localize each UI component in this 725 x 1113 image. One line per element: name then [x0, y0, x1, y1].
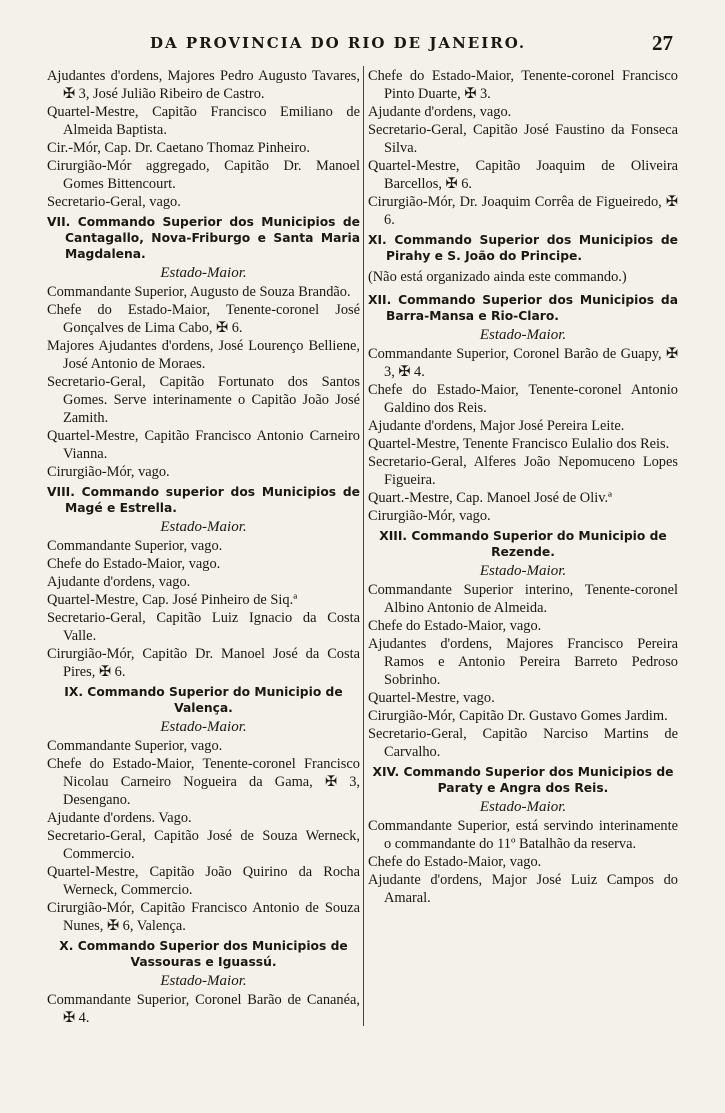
entry: Commandante Superior, Coronel Barão de Guapy, ✠ 3, ✠ 4.: [368, 346, 678, 380]
column-divider: [363, 66, 364, 1026]
section-subtitle: Estado-Maior.: [479, 799, 567, 815]
entry: Ajudante d'ordens, vago.: [47, 574, 191, 590]
entry: Secretario-Geral, Capitão Narciso Martins de Carvalho.: [368, 726, 678, 760]
section-subtitle: Estado-Maior.: [160, 973, 247, 989]
entry: Cirurgião-Mór, Capitão Francisco Antonio de Souza Nunes, ✠ 6, Valença.: [47, 900, 360, 934]
entry: Secretario-Geral, Capitão José de Souza Werneck, Commercio.: [47, 828, 360, 862]
entry: Quartel-Mestre, Tenente Francisco Eulalio dos Reis.: [368, 436, 670, 452]
entry: Quartel-Mestre, Capitão Francisco Antonio Carneiro Vianna.: [47, 428, 360, 462]
entry: Quartel-Mestre, vago.: [368, 690, 495, 706]
entry: Commandante Superior, Augusto de Souza Brandão.: [47, 284, 351, 300]
entry: Commandante Superior, vago.: [47, 538, 223, 554]
entry: Cirurgião-Mór, Capitão Dr. Manoel José da Costa Pires, ✠ 6.: [47, 646, 360, 680]
entry: Cirurgião-Mór, Capitão Dr. Gustavo Gomes Jardim.: [368, 708, 668, 724]
section-heading: VII. Commando Superior dos Municipios de Cantagallo, Nova-Friburgo e Santa Maria Magdalena.: [47, 215, 360, 261]
entry: Commandante Superior, vago.: [47, 738, 223, 754]
entry: Quartel-Mestre, Capitão Francisco Emiliano de Almeida Baptista.: [47, 104, 360, 138]
entry: Chefe do Estado-Maior, Tenente-coronel Antonio Galdino dos Reis.: [368, 382, 678, 416]
section-heading: XIII. Commando Superior do Municipio de Rezende.: [379, 529, 667, 559]
entry: Secretario-Geral, Capitão Luiz Ignacio da Costa Valle.: [47, 610, 360, 644]
entry: Ajudante d'ordens, vago.: [368, 104, 512, 120]
entry: Commandante Superior interino, Tenente-coronel Albino Antonio de Almeida.: [368, 582, 678, 616]
entry: Secretario-Geral, Capitão Fortunato dos Santos Gomes. Serve interinamente o Capitão João José Zamith.: [47, 374, 360, 426]
section-heading: XII. Commando Superior dos Municipios da Barra-Mansa e Rio-Claro.: [368, 293, 678, 323]
page-number: 27: [652, 31, 673, 55]
section-note: (Não está organizado ainda este commando.): [368, 269, 627, 285]
section-heading: IX. Commando Superior do Municipio de Valença.: [64, 685, 343, 715]
section-heading: XI. Commando Superior dos Municipios de Pirahy e S. João do Principe.: [368, 233, 678, 263]
running-header: DA PROVINCIA DO RIO DE JANEIRO.: [150, 34, 527, 52]
entry: Cirurgião-Mór aggregado, Capitão Dr. Manoel Gomes Bittencourt.: [47, 158, 360, 192]
section-subtitle: Estado-Maior.: [160, 265, 247, 281]
entry: Ajudante d'ordens. Vago.: [47, 810, 192, 826]
entry: Secretario-Geral, Capitão José Faustino da Fonseca Silva.: [368, 122, 678, 156]
section-heading: VIII. Commando superior dos Municipios de Magé e Estrella.: [47, 485, 360, 515]
entry: Chefe do Estado-Maior, vago.: [47, 556, 221, 572]
entry: Cirurgião-Mór, vago.: [368, 508, 491, 524]
section-subtitle: Estado-Maior.: [160, 519, 247, 535]
entry: Ajudantes d'ordens, Majores Francisco Pereira Ramos e Antonio Pereira Barreto Pedroso Sobrinho.: [368, 636, 678, 688]
section-heading: X. Commando Superior dos Municipios de Vassouras e Iguassú.: [59, 939, 348, 969]
section-subtitle: Estado-Maior.: [479, 563, 567, 579]
entry: Majores Ajudantes d'ordens, José Lourenço Belliene, José Antonio de Moraes.: [47, 338, 360, 372]
entry: Quartel-Mestre, Capitão Joaquim de Oliveira Barcellos, ✠ 6.: [368, 158, 678, 192]
entry: Commandante Superior, Coronel Barão de Cananéa, ✠ 4.: [47, 992, 360, 1026]
entry: Cirurgião-Mór, vago.: [47, 464, 170, 480]
entry: Quart.-Mestre, Cap. Manoel José de Oliv.ª: [368, 490, 613, 506]
entry: Commandante Superior, está servindo interinamente o commandante do 11º Batalhão da reserva.: [368, 818, 678, 852]
entry: Cir.-Mór, Cap. Dr. Caetano Thomaz Pinheiro.: [47, 140, 310, 156]
right-column: [368, 67, 678, 907]
entry: Secretario-Geral, Alferes João Nepomuceno Lopes Figueira.: [368, 454, 678, 488]
entry: Secretario-Geral, vago.: [47, 194, 181, 210]
entry: Quartel-Mestre, Capitão João Quirino da Rocha Werneck, Commercio.: [47, 864, 360, 898]
entry: Chefe do Estado-Maior, Tenente-coronel Francisco Pinto Duarte, ✠ 3.: [368, 68, 678, 102]
entry: Ajudante d'ordens, Major José Luiz Campos do Amaral.: [368, 872, 678, 906]
entry: Chefe do Estado-Maior, Tenente-coronel José Gonçalves de Lima Cabo, ✠ 6.: [47, 302, 360, 336]
entry: Chefe do Estado-Maior, Tenente-coronel Francisco Nicolau Carneiro Nogueira da Gama, ✠ 3, Desengano.: [47, 756, 360, 808]
entry: Ajudantes d'ordens, Majores Pedro Augusto Tavares, ✠ 3, José Julião Ribeiro de Castro.: [47, 68, 360, 102]
entry: Chefe do Estado-Maior, vago.: [368, 618, 542, 634]
entry: Ajudante d'ordens, Major José Pereira Leite.: [368, 418, 625, 434]
entry: Cirurgião-Mór, Dr. Joaquim Corrêa de Figueiredo, ✠ 6.: [368, 194, 678, 228]
entry: Quartel-Mestre, Cap. José Pinheiro de Siq.ª: [47, 592, 298, 608]
section-subtitle: Estado-Maior.: [479, 327, 567, 343]
section-subtitle: Estado-Maior.: [160, 719, 247, 735]
left-column: [47, 67, 360, 1027]
entry: Chefe do Estado-Maior, vago.: [368, 854, 542, 870]
section-heading: XIV. Commando Superior dos Municipios de Paraty e Angra dos Reis.: [372, 765, 674, 795]
